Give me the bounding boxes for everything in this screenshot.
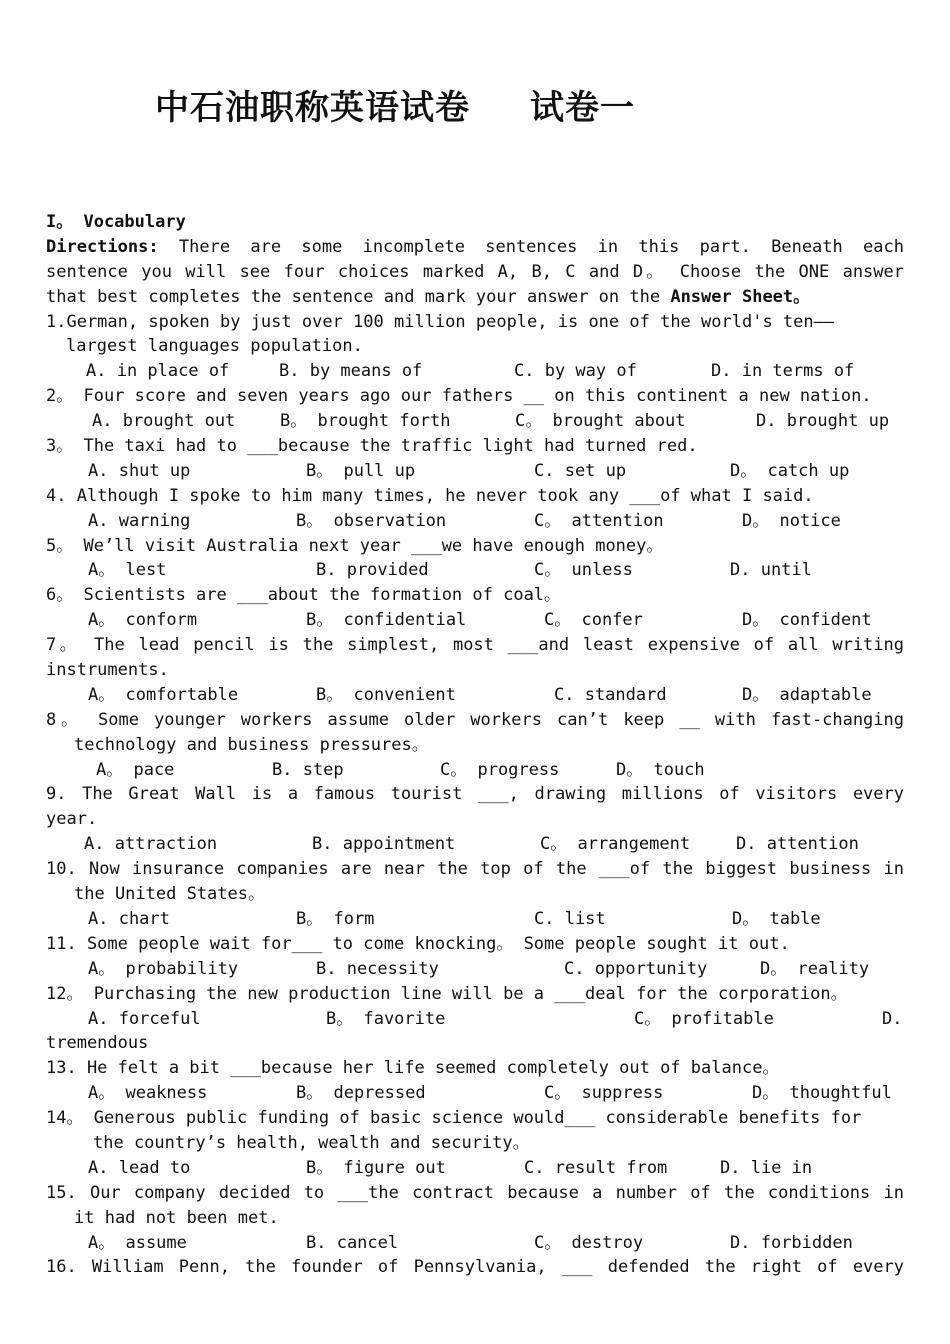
option-a: A。 pace: [96, 759, 175, 780]
answer-options: [46, 907, 904, 932]
question-stem: largest languages population.: [66, 336, 363, 357]
option-a: A. warning: [88, 510, 191, 531]
option-b: B。 observation: [296, 510, 447, 531]
option-c: C。 confer: [544, 610, 643, 631]
option-d: D。 confident: [742, 610, 872, 631]
answer-options: [46, 957, 904, 982]
option-b: B。 form: [296, 908, 375, 929]
option-a: A。 probability: [88, 958, 239, 979]
question-stem: 14。 Generous public funding of basic science would___ considerable benefits for: [46, 1108, 862, 1129]
option-a: A。 weakness: [88, 1083, 208, 1104]
option-b: B. appointment: [312, 834, 456, 855]
option-a: A. brought out: [92, 411, 236, 432]
question-stem: 16. William Penn, the founder of Pennsylvania, ___ defended the right of every: [46, 1257, 904, 1278]
section-heading: I。 Vocabulary: [46, 212, 186, 232]
option-d-continued: tremendous: [46, 1033, 149, 1054]
option-d: D。 notice: [742, 510, 841, 531]
question-stem: 11. Some people wait for___ to come knocking。 Some people sought it out.: [46, 933, 790, 954]
option-b: B。 pull up: [306, 460, 416, 481]
question-stem: it had not been met.: [74, 1207, 279, 1228]
question-stem: year.: [46, 809, 98, 830]
option-b: B。 confidential: [306, 610, 467, 631]
directions-line: that best completes the sentence and mark your answer on the Answer Sheet。: [46, 286, 811, 307]
option-b: B。 figure out: [306, 1157, 446, 1178]
option-c: C. list: [534, 908, 606, 929]
answer-options: [46, 509, 904, 534]
option-a: A. forceful: [88, 1008, 201, 1029]
answer-options: [46, 1007, 904, 1032]
question-stem: 5。 We’ll visit Australia next year ___we have enough money。: [46, 535, 664, 556]
option-c: C。 unless: [534, 560, 633, 581]
option-b: B。 brought forth: [280, 411, 451, 432]
answer-options: [46, 1156, 904, 1181]
option-b: B. by means of: [279, 361, 423, 382]
option-a: A. attraction: [84, 834, 218, 855]
option-c: C. opportunity: [564, 958, 708, 979]
question-stem: 12。 Purchasing the new production line will be a ___deal for the corporation。: [46, 983, 848, 1004]
option-a: A. chart: [88, 908, 170, 929]
answer-options: [46, 1231, 904, 1256]
question-stem: 8。 Some younger workers assume older workers can’t keep __ with fast-changing: [46, 709, 904, 730]
question-stem: 15. Our company decided to ___the contract because a number of the conditions in: [46, 1182, 904, 1203]
question-stem: 10. Now insurance companies are near the top of the ___of the biggest business in: [46, 859, 904, 880]
option-d: D. attention: [736, 834, 859, 855]
answer-options: [46, 558, 904, 583]
title-paper-number: 试卷一: [530, 88, 635, 128]
question-stem: the country’s health, wealth and security。: [93, 1132, 530, 1153]
option-c: C. standard: [554, 684, 667, 705]
option-b: B. provided: [316, 560, 429, 581]
question-stem: 13. He felt a bit ___because her life seemed completely out of balance。: [46, 1058, 780, 1079]
answer-options: [46, 359, 904, 384]
question-stem: instruments.: [46, 660, 169, 681]
exam-title: [155, 80, 635, 129]
option-c: C。 arrangement: [540, 834, 691, 855]
answer-options: [46, 832, 904, 857]
question-stem: 6。 Scientists are ___about the formation of coal。: [46, 585, 562, 606]
exam-body: [46, 210, 904, 1280]
directions-line: Directions: There are some incomplete sentences in this part. Beneath each: [46, 236, 904, 257]
question-stem: 1.German, spoken by just over 100 million people, is one of the world's ten——: [46, 311, 835, 332]
option-c: C。 profitable: [634, 1008, 774, 1029]
option-c: C. result from: [524, 1157, 668, 1178]
option-c: C。 brought about: [515, 411, 686, 432]
option-d: D。 reality: [760, 958, 870, 979]
option-a: A. shut up: [88, 460, 191, 481]
option-a: A。 lest: [88, 560, 167, 581]
title-main: 中石油职称英语试卷: [155, 88, 470, 128]
option-d: D。 adaptable: [742, 684, 872, 705]
option-b: B。 convenient: [316, 684, 456, 705]
answer-options: [46, 683, 904, 708]
option-c: C。 destroy: [534, 1232, 644, 1253]
question-stem: 2。 Four score and seven years ago our fathers __ on this continent a new nation.: [46, 386, 872, 407]
option-b: B。 favorite: [326, 1008, 446, 1029]
directions-line: sentence you will see four choices marked A, B, C and D。 Choose the ONE answer: [46, 261, 904, 282]
option-d: D. in terms of: [711, 361, 855, 382]
option-b: B. necessity: [316, 958, 439, 979]
option-b: B. step: [272, 759, 344, 780]
question-stem: the United States。: [74, 884, 265, 905]
option-a: A。 conform: [88, 610, 198, 631]
option-a: A. lead to: [88, 1157, 191, 1178]
option-d: D。 table: [732, 908, 821, 929]
option-b: B。 depressed: [296, 1083, 426, 1104]
option-d: D. lie in: [720, 1157, 813, 1178]
option-a: A. in place of: [86, 361, 230, 382]
option-d: D。 thoughtful: [752, 1083, 892, 1104]
question-stem: 9. The Great Wall is a famous tourist ___, drawing millions of visitors every: [46, 784, 904, 805]
question-stem: 7。 The lead pencil is the simplest, most ___and least expensive of all writing: [46, 635, 904, 656]
option-a: A。 assume: [88, 1232, 187, 1253]
option-d: D。 touch: [616, 759, 705, 780]
option-c: C. set up: [534, 460, 627, 481]
option-c: C. by way of: [514, 361, 637, 382]
option-d: D. forbidden: [730, 1232, 853, 1253]
option-a: A。 comfortable: [88, 684, 239, 705]
option-d: D。 catch up: [730, 460, 850, 481]
answer-options: [46, 409, 904, 434]
answer-options: [46, 758, 904, 783]
question-stem: 4. Although I spoke to him many times, he never took any ___of what I said.: [46, 485, 814, 506]
option-b: B. cancel: [306, 1232, 399, 1253]
option-c: C。 suppress: [544, 1083, 664, 1104]
answer-options: [46, 608, 904, 633]
option-d: D. until: [730, 560, 812, 581]
option-c: C。 attention: [534, 510, 664, 531]
question-stem: 3。 The taxi had to ___because the traffic light had turned red.: [46, 436, 698, 457]
answer-options: [46, 1081, 904, 1106]
option-c: C。 progress: [440, 759, 560, 780]
option-d: D. brought up: [756, 411, 890, 432]
answer-options: [46, 459, 904, 484]
question-stem: technology and business pressures。: [74, 734, 429, 755]
option-d: D.: [882, 1008, 903, 1029]
